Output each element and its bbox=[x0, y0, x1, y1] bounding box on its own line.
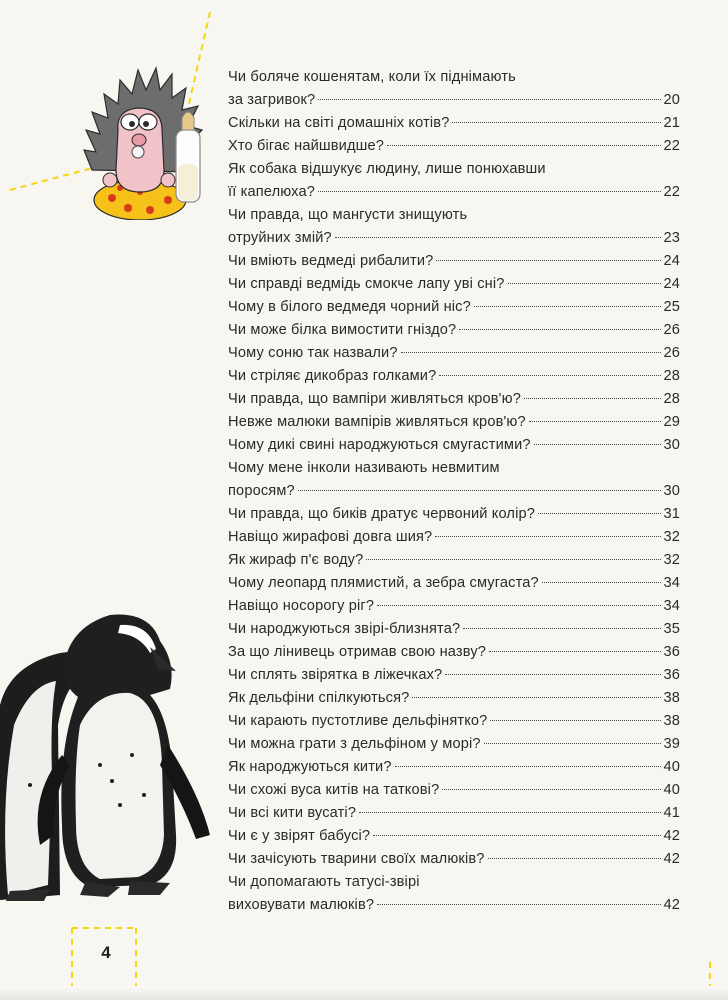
dot-leader bbox=[298, 489, 662, 491]
dot-leader bbox=[442, 788, 661, 790]
toc-entry bbox=[228, 710, 680, 733]
toc-entry bbox=[228, 250, 680, 273]
toc-entry-title: поросям? bbox=[228, 483, 295, 499]
toc-entry-page: 26 bbox=[663, 345, 680, 361]
toc-entry bbox=[228, 595, 680, 618]
toc-entry-page: 40 bbox=[663, 759, 680, 775]
page-number: 4 bbox=[101, 943, 111, 962]
toc-entry-page: 29 bbox=[663, 414, 680, 430]
toc-entry-page: 42 bbox=[663, 897, 680, 913]
toc-entry bbox=[228, 457, 680, 503]
toc-entry-page: 32 bbox=[663, 529, 680, 545]
toc-entry-title: за загривок? bbox=[228, 92, 316, 108]
toc-entry-page: 21 bbox=[663, 115, 680, 131]
dot-leader bbox=[463, 627, 661, 629]
toc-entry bbox=[228, 825, 680, 848]
toc-entry-page: 36 bbox=[663, 667, 680, 683]
toc-entry bbox=[228, 204, 680, 250]
toc-entry-title-line: Чи допомагають татусі-звірі bbox=[228, 874, 420, 890]
toc-entry bbox=[228, 66, 680, 112]
toc-entry-title: Хто бігає найшвидше? bbox=[228, 138, 385, 154]
toc-entry-title-line: Як собака відшукує людину, лише понюхавши bbox=[228, 161, 546, 177]
toc-entry-title: Чому леопард плямистий, а зебра смугаста? bbox=[228, 575, 539, 591]
toc-entry-title-line: Чи правда, що мангусти знищують bbox=[228, 207, 468, 223]
toc-entry bbox=[228, 572, 680, 595]
toc-entry-page: 34 bbox=[663, 598, 680, 614]
toc-entry-title: За що лінивець отримав свою назву? bbox=[228, 644, 487, 660]
toc-entry-page: 39 bbox=[663, 736, 680, 752]
toc-entry-title: Чи схожі вуса китів на таткові? bbox=[228, 782, 440, 798]
dot-leader bbox=[529, 420, 662, 422]
toc-entry-title: отруйних змій? bbox=[228, 230, 332, 246]
dot-leader bbox=[534, 443, 662, 445]
toc-entry-page: 20 bbox=[663, 92, 680, 108]
toc-entry bbox=[228, 871, 680, 917]
toc-entry-title: Невже малюки вампірів живляться кров'ю? bbox=[228, 414, 526, 430]
toc-entry bbox=[228, 733, 680, 756]
dot-leader bbox=[488, 857, 662, 859]
toc-entry-title: Як жираф п'є воду? bbox=[228, 552, 364, 568]
toc-entry-title: Чи можна грати з дельфіном у морі? bbox=[228, 736, 481, 752]
toc-entry-page: 28 bbox=[663, 391, 680, 407]
toc-entry-page: 30 bbox=[663, 483, 680, 499]
toc-entry-title: Чи народжуються звірі-близнята? bbox=[228, 621, 461, 637]
dot-leader bbox=[484, 742, 662, 744]
toc-entry bbox=[228, 641, 680, 664]
toc-entry-page: 38 bbox=[663, 713, 680, 729]
toc-entry bbox=[228, 342, 680, 365]
dot-leader bbox=[439, 374, 661, 376]
toc-entry-title: Чи справді ведмідь смокче лапу уві сні? bbox=[228, 276, 505, 292]
toc-entry-page: 30 bbox=[663, 437, 680, 453]
toc-entry-title: Як народжуються кити? bbox=[228, 759, 392, 775]
toc-entry-page: 24 bbox=[663, 276, 680, 292]
toc-entry-title: Чи є у звірят бабусі? bbox=[228, 828, 371, 844]
toc-entry-page: 34 bbox=[663, 575, 680, 591]
toc-entry-title-line: Чи боляче кошенятам, коли їх піднімають bbox=[228, 69, 516, 85]
toc-entry bbox=[228, 388, 680, 411]
dot-leader bbox=[373, 834, 661, 836]
dot-leader bbox=[318, 98, 661, 100]
toc-entry-page: 26 bbox=[663, 322, 680, 338]
dot-leader bbox=[452, 121, 661, 123]
hedgehog-illustration bbox=[80, 60, 210, 220]
toc-entry-page: 38 bbox=[663, 690, 680, 706]
toc-entry-title: Навіщо носорогу ріг? bbox=[228, 598, 375, 614]
toc-entry bbox=[228, 135, 680, 158]
toc-entry-title: Скільки на світі домашніх котів? bbox=[228, 115, 450, 131]
toc-entry bbox=[228, 802, 680, 825]
toc-entry-page: 35 bbox=[663, 621, 680, 637]
toc-entry-page: 41 bbox=[663, 805, 680, 821]
toc-entry bbox=[228, 779, 680, 802]
toc-entry-page: 42 bbox=[663, 851, 680, 867]
toc-entry-title: її капелюха? bbox=[228, 184, 315, 200]
toc-entry bbox=[228, 526, 680, 549]
toc-entry-page: 25 bbox=[663, 299, 680, 315]
toc-entry-title: Чи правда, що вампіри живляться кров'ю? bbox=[228, 391, 521, 407]
toc-entry-title: Чи зачісують тварини своїх малюків? bbox=[228, 851, 485, 867]
toc-entry-page: 23 bbox=[663, 230, 680, 246]
toc-entry bbox=[228, 319, 680, 342]
dot-leader bbox=[436, 259, 661, 261]
toc-entry bbox=[228, 296, 680, 319]
toc-entry-title: Чому дикі свині народжуються смугастими? bbox=[228, 437, 531, 453]
toc-entry-title: Чи стріляє дикобраз голками? bbox=[228, 368, 437, 384]
toc-entry-title: Чи всі кити вусаті? bbox=[228, 805, 357, 821]
dot-leader bbox=[401, 351, 662, 353]
toc-entry-page: 40 bbox=[663, 782, 680, 798]
dot-leader bbox=[474, 305, 662, 307]
dot-leader bbox=[377, 604, 661, 606]
toc-entry-title: Чи вміють ведмеді рибалити? bbox=[228, 253, 434, 269]
table-of-contents bbox=[228, 66, 680, 917]
toc-entry-title: виховувати малюків? bbox=[228, 897, 375, 913]
toc-entry-title: Чому соню так назвали? bbox=[228, 345, 398, 361]
toc-entry-title: Чому в білого ведмедя чорний ніс? bbox=[228, 299, 471, 315]
dot-leader bbox=[395, 765, 662, 767]
dot-leader bbox=[335, 236, 662, 238]
toc-entry-page: 22 bbox=[663, 184, 680, 200]
toc-entry-page: 22 bbox=[663, 138, 680, 154]
toc-entry bbox=[228, 503, 680, 526]
dot-leader bbox=[412, 696, 661, 698]
toc-entry bbox=[228, 549, 680, 572]
toc-entry-title: Чи карають пустотливе дельфінятко? bbox=[228, 713, 488, 729]
toc-entry-title: Чи правда, що биків дратує червоний колір? bbox=[228, 506, 536, 522]
toc-entry-title-line: Чому мене інколи називають невмитим bbox=[228, 460, 500, 476]
toc-entry-title: Навіщо жирафові довга шия? bbox=[228, 529, 433, 545]
toc-entry-title: Як дельфіни спілкуються? bbox=[228, 690, 410, 706]
toc-entry-title: Чи може білка вимостити гніздо? bbox=[228, 322, 457, 338]
toc-entry bbox=[228, 687, 680, 710]
toc-entry bbox=[228, 434, 680, 457]
dot-leader bbox=[377, 903, 661, 905]
toc-entry bbox=[228, 618, 680, 641]
toc-entry bbox=[228, 664, 680, 687]
toc-entry bbox=[228, 158, 680, 204]
dot-leader bbox=[490, 719, 661, 721]
toc-entry-page: 31 bbox=[663, 506, 680, 522]
toc-entry bbox=[228, 365, 680, 388]
toc-entry-page: 24 bbox=[663, 253, 680, 269]
dot-leader bbox=[318, 190, 661, 192]
page-edge bbox=[0, 986, 728, 1000]
dot-leader bbox=[459, 328, 661, 330]
toc-entry bbox=[228, 112, 680, 135]
dot-leader bbox=[542, 581, 662, 583]
dot-leader bbox=[524, 397, 661, 399]
dot-leader bbox=[359, 811, 661, 813]
dot-leader bbox=[489, 650, 661, 652]
toc-entry-page: 36 bbox=[663, 644, 680, 660]
toc-entry-page: 42 bbox=[663, 828, 680, 844]
penguins-photo bbox=[0, 605, 220, 905]
toc-entry-title: Чи сплять звірятка в ліжечках? bbox=[228, 667, 443, 683]
toc-entry bbox=[228, 756, 680, 779]
dot-leader bbox=[366, 558, 661, 560]
toc-entry bbox=[228, 273, 680, 296]
dot-leader bbox=[538, 512, 661, 514]
toc-entry-page: 28 bbox=[663, 368, 680, 384]
toc-entry bbox=[228, 411, 680, 434]
dot-leader bbox=[435, 535, 661, 537]
dot-leader bbox=[508, 282, 662, 284]
toc-entry bbox=[228, 848, 680, 871]
toc-entry-page: 32 bbox=[663, 552, 680, 568]
dot-leader bbox=[387, 144, 661, 146]
dot-leader bbox=[445, 673, 661, 675]
